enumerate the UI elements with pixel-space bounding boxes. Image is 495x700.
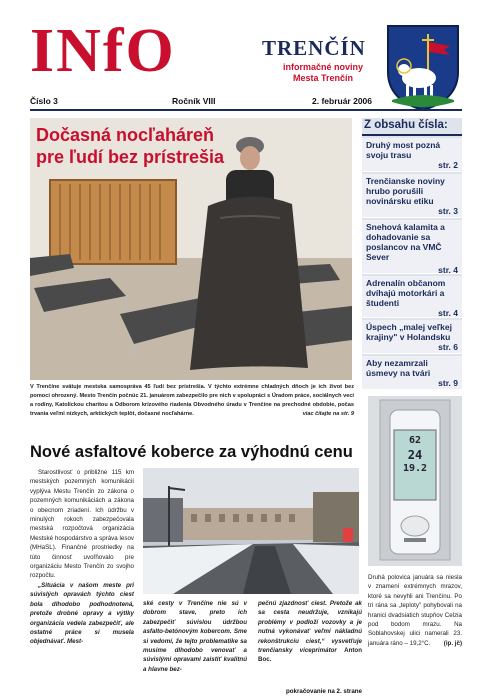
toc-item[interactable] — [362, 356, 462, 390]
article-column-1 — [30, 468, 134, 647]
toc-item-page: str. 9 — [438, 378, 458, 388]
article-column-3-text: pečnú zjazdnosť ciest. Pretože ak sa cesta neudržuje, vznikajú problémy v podloží vozovky a je nutná vykonávať veľmi nákladnú rekonštrukciu ciest,“ vysvetľuje trenčiansky viceprimátor — [258, 600, 362, 655]
toc-item[interactable] — [362, 138, 462, 172]
lead-more-link[interactable]: viac čítajte na str. 9 — [302, 411, 354, 417]
toc-item-page: str. 2 — [438, 160, 458, 170]
newspaper-logo: INfO — [30, 17, 176, 85]
thermometer-caption-text: Druhá polovica januára sa niesla v znamení extrémnych mrazov, ktoré sa nevyhli ani Trenčínu. Po tri rána sa „teploty" pohybovali na hranici dvadsiatich stupňov Celzia pod bodom mrazu. Na Soblahovskej ulici namerali 23. januára ráno – 19,2°C. — [368, 574, 462, 647]
tagline-line1: informačné noviny — [282, 62, 363, 72]
lead-headline-line2: pre ľudí bez prístrešia — [36, 147, 224, 167]
display-reading-middle: 24 — [407, 448, 423, 462]
toc-item-page: str. 3 — [438, 206, 458, 216]
article-paragraph: Starostlivosť o približne 115 km mestských pozemných komunikácií vyplýva Mestu Trenčín zo zákona o pozemných komunikáciách a zákona o obecnom zriadení. Ich údržbu v minulých rokoch zabezpečovala mestská rozpočtová organizácia Mestské hospodárstvo a správa lesov (MHaSL). Finančné prostriedky na túto činnosť uvoľňovalo pre organizáciu Mesto Trenčín zo svojho rozpočtu. — [30, 469, 134, 580]
thermometer-photo — [368, 396, 462, 566]
caption-credit: (ip. jč) — [443, 639, 462, 647]
tagline — [268, 62, 378, 84]
display-reading-top: 62 — [408, 435, 422, 446]
city-crest-icon — [384, 22, 462, 112]
toc-item[interactable] — [362, 174, 462, 218]
toc-item[interactable] — [362, 220, 462, 274]
toc-item-page: str. 4 — [438, 308, 458, 318]
toc-item-title: Snehová kalamita a dohadovanie sa poslancov na VMČ Sever — [366, 222, 445, 262]
toc-item-title: Aby nezamrzali úsmevy na tvári — [366, 358, 431, 378]
issue-date: 2. február 2006 — [312, 96, 373, 106]
tagline-line2: Mesta Trenčín — [292, 73, 354, 83]
lead-headline — [36, 124, 224, 168]
article-column-2: ské cesty v Trenčíne nie sú v dobrom stave, preto ich zabezpečiť súvislou údržbou asfalto-betónovým kobercom. Sme si vedomí, že tejto problematike sa musíme dlhodobo venovať a súvislými opravami zaistiť kvalitnú a hlavne bez- — [143, 600, 247, 673]
masthead-divider — [30, 109, 462, 111]
toc-item-title: Úspech „malej veľkej krajiny" v Holandsku — [366, 322, 452, 342]
continued-link[interactable]: pokračovanie na 2. strane — [285, 688, 362, 695]
toc-item-title: Adrenalín občanom dvíhajú motorkári a študenti — [366, 278, 446, 308]
article-person-name: Anton Boc. — [258, 647, 362, 664]
masthead — [0, 0, 495, 92]
article-column-3 — [258, 599, 362, 665]
toc-item[interactable] — [362, 276, 462, 318]
issue-volume: Ročník VIII — [172, 96, 216, 106]
toc-item-page: str. 4 — [438, 265, 458, 275]
city-name: TRENČÍN — [262, 36, 366, 60]
street-photo — [143, 468, 359, 594]
lead-caption — [30, 383, 354, 419]
article-quote: „Situácia v našom meste pri súvislých opravách týchto ciest bola dlhodobo podhodnotená, pretože drobné opravy a výtlky organizácia vedela zabezpečiť, ale ostatné práce si musela objednávať. Mest- — [30, 581, 134, 646]
toc-item-title: Trenčianske noviny hrubo porušili novinársku etiku — [366, 176, 445, 206]
thermometer-caption — [368, 573, 462, 648]
issue-bar — [30, 96, 385, 108]
lead-headline-line1: Dočasná nocľaháreň — [36, 125, 214, 145]
contents-title: Z obsahu čísla: — [364, 119, 448, 131]
toc-item-page: str. 6 — [438, 342, 458, 352]
thermometer-display — [398, 434, 432, 476]
article-headline: Nové asfaltové koberce za výhodnú cenu — [30, 443, 353, 461]
display-reading-bottom: 19.2 — [402, 463, 428, 474]
issue-number: Číslo 3 — [30, 96, 58, 106]
lead-caption-text: V Trenčíne svätuje mestska samospráva 45 ľudí bez prístrešia. V týchto extrémne chladných dňoch je ich život bez pomoci ohrozený. Mesto Trenčín počnúc 21. januárom zabezpečilo pre nich v spolupráci s Úradom práce, sociálnych vecí a rodiny, Katolíckou charitou a Odborom krízového riadenia Obvodného úradu v Trenčíne na prechodné obdobie, počas trvania veľmi nízkych, arktických teplôt, dočasné nocľahárne. — [30, 384, 354, 417]
toc-item[interactable] — [362, 320, 462, 354]
contents-divider — [362, 134, 462, 136]
toc-item-title: Druhý most pozná svoju trasu — [366, 140, 441, 160]
